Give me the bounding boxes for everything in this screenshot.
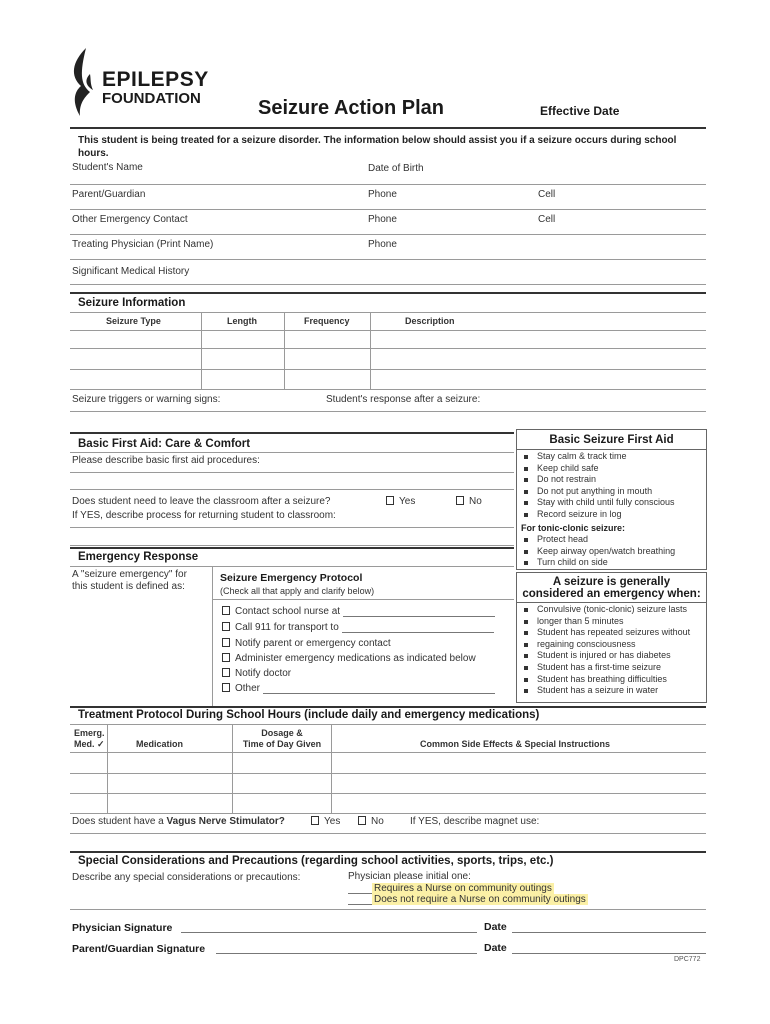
table-row[interactable] xyxy=(70,752,706,753)
option-call-911[interactable] xyxy=(222,622,504,633)
initial-line[interactable] xyxy=(348,884,372,894)
vns-question xyxy=(72,816,285,827)
fill-line[interactable] xyxy=(342,623,494,633)
fill-line[interactable] xyxy=(263,684,495,694)
option-label: Call 911 for transport to xyxy=(235,622,339,633)
physician-initial-label: Physician please initial one: xyxy=(348,871,471,882)
col-description: Description xyxy=(405,316,455,326)
tonic-label: For tonic-clonic seizure: xyxy=(521,523,626,533)
rule xyxy=(212,599,514,600)
nurse-not-required-option[interactable] xyxy=(348,894,588,905)
list-item: Student is injured or has diabetes xyxy=(521,650,705,662)
checkbox-icon[interactable] xyxy=(222,638,230,647)
checkbox-icon[interactable] xyxy=(311,816,319,825)
form-title: Seizure Action Plan xyxy=(258,97,444,119)
tonic-list xyxy=(521,534,705,569)
list-item: Do not restrain xyxy=(521,474,705,486)
vns-bold: Vagus Nerve Stimulator? xyxy=(166,816,285,827)
col-divider xyxy=(212,566,213,706)
rule xyxy=(70,545,514,546)
logo xyxy=(66,46,231,121)
first-aid-list xyxy=(521,451,705,521)
col-divider xyxy=(284,312,285,389)
col-seizure-type: Seizure Type xyxy=(106,316,161,326)
other-phone-field[interactable]: Phone xyxy=(368,214,397,225)
checkbox-icon[interactable] xyxy=(358,816,366,825)
return-process-field[interactable]: If YES, describe process for returning student to classroom: xyxy=(72,510,336,521)
intro-text: This student is being treated for a seizure disorder. The information below should assist you if a seizure occurs during school hours. xyxy=(78,135,677,159)
other-contact-field[interactable]: Other Emergency Contact xyxy=(72,214,188,225)
treatment-title: Treatment Protocol During School Hours (include daily and emergency medications) xyxy=(78,709,540,721)
procedures-field[interactable]: Please describe basic first aid procedures: xyxy=(72,455,260,466)
rule xyxy=(70,909,706,910)
vns-prefix: Does student have a xyxy=(72,816,167,827)
box-title-2: considered an emergency when: xyxy=(522,588,701,600)
col-divider xyxy=(232,724,233,813)
initial-line[interactable] xyxy=(348,895,372,905)
rule xyxy=(70,259,706,260)
basic-first-aid-box xyxy=(516,429,707,570)
protocol-note: (Check all that apply and clarify below) xyxy=(220,586,375,596)
date-line-1[interactable] xyxy=(512,932,706,933)
col-divider xyxy=(107,724,108,813)
rule xyxy=(70,566,514,567)
yes-label: Yes xyxy=(399,496,416,507)
physician-signature-label: Physician Signature xyxy=(72,922,173,934)
parent-phone-field[interactable]: Phone xyxy=(368,189,397,200)
flame-logo-icon xyxy=(66,46,100,118)
student-name-field[interactable]: Student's Name xyxy=(72,162,143,173)
list-item: Record seizure in log xyxy=(521,509,705,521)
list-item: Stay calm & track time xyxy=(521,451,705,463)
checkbox-icon[interactable] xyxy=(386,496,394,505)
table-row[interactable] xyxy=(70,813,706,814)
emergency-criteria-list xyxy=(521,604,705,697)
triggers-field[interactable]: Seizure triggers or warning signs: xyxy=(72,394,221,405)
form-code: DPC772 xyxy=(674,956,701,963)
checkbox-icon[interactable] xyxy=(222,668,230,677)
col-emerg-2: Med. ✓ xyxy=(74,739,105,749)
parent-cell-field[interactable]: Cell xyxy=(538,189,556,200)
list-item: Keep child safe xyxy=(521,463,705,475)
option-label: Notify parent or emergency contact xyxy=(235,638,391,649)
option-contact-nurse[interactable] xyxy=(222,606,504,617)
rule xyxy=(70,209,706,210)
fill-line[interactable] xyxy=(343,607,495,617)
rule xyxy=(70,312,706,313)
list-item: Student has a first-time seizure xyxy=(521,662,705,674)
checkbox-icon[interactable] xyxy=(222,683,230,692)
option-notify-doctor[interactable] xyxy=(222,668,291,679)
yes-label: Yes xyxy=(324,816,341,827)
list-item: Do not put anything in mouth xyxy=(521,486,705,498)
option-label: Requires a Nurse on community outings xyxy=(374,883,552,894)
vns-magnet-field[interactable]: If YES, describe magnet use: xyxy=(410,816,540,827)
list-item: Student has breathing difficulties xyxy=(521,674,705,686)
parent-signature-label: Parent/Guardian Signature xyxy=(72,943,206,955)
parent-field[interactable]: Parent/Guardian xyxy=(72,189,146,200)
emergency-definition-1: A "seizure emergency" for xyxy=(72,569,187,580)
option-label: Administer emergency medications as indicated below xyxy=(235,653,476,664)
list-item: Convulsive (tonic-clonic) seizure lasts xyxy=(521,604,705,616)
rule xyxy=(70,234,706,235)
date-label-1: Date xyxy=(484,921,507,933)
rule xyxy=(70,452,514,453)
col-dosage-2: Time of Day Given xyxy=(242,739,322,749)
emergency-title: Emergency Response xyxy=(78,551,199,563)
box-title: Basic Seizure First Aid xyxy=(549,434,674,446)
date-label-2: Date xyxy=(484,942,507,954)
table-row[interactable] xyxy=(70,330,706,331)
physician-phone-field[interactable]: Phone xyxy=(368,239,397,250)
list-item: Stay with child until fully conscious xyxy=(521,497,705,509)
col-divider xyxy=(370,312,371,389)
box-divider xyxy=(517,449,706,450)
section-divider xyxy=(70,547,514,549)
option-label: Contact school nurse at xyxy=(235,606,341,617)
rule xyxy=(70,472,514,473)
emergency-definition-2: this student is defined as: xyxy=(72,581,185,592)
protocol-title: Seizure Emergency Protocol xyxy=(220,572,363,584)
dob-field[interactable]: Date of Birth xyxy=(368,163,424,174)
table-row[interactable] xyxy=(70,773,706,774)
org-name-top: EPILEPSY xyxy=(102,68,209,91)
rule xyxy=(70,724,706,725)
col-frequency: Frequency xyxy=(304,316,350,326)
nurse-required-option[interactable] xyxy=(348,883,554,894)
effective-date-label: Effective Date xyxy=(540,104,620,118)
box-title-1: A seizure is generally xyxy=(552,576,671,588)
rule xyxy=(70,833,706,834)
leave-yes-option[interactable] xyxy=(386,496,415,507)
table-row[interactable] xyxy=(70,369,706,370)
col-emerg-1: Emerg. xyxy=(74,728,105,738)
checkbox-icon[interactable] xyxy=(456,496,464,505)
list-item: Student has a seizure in water xyxy=(521,685,705,697)
col-medication: Medication xyxy=(136,739,184,749)
checkbox-icon[interactable] xyxy=(222,606,230,615)
no-label: No xyxy=(469,496,482,507)
date-line-2[interactable] xyxy=(512,953,706,954)
no-label: No xyxy=(371,816,384,827)
option-administer-meds[interactable] xyxy=(222,653,476,664)
option-label: Notify doctor xyxy=(235,668,292,679)
parent-signature-line[interactable] xyxy=(216,953,477,954)
list-item: Turn child on side xyxy=(521,557,705,569)
box-divider xyxy=(517,602,706,603)
rule xyxy=(70,411,706,412)
section-divider xyxy=(70,432,514,434)
rule xyxy=(70,489,514,490)
col-divider xyxy=(201,312,202,389)
header-divider xyxy=(70,127,706,129)
option-other[interactable] xyxy=(222,683,504,694)
physician-field[interactable]: Treating Physician (Print Name) xyxy=(72,239,214,250)
checkbox-icon[interactable] xyxy=(222,653,230,662)
section-divider xyxy=(70,706,706,708)
option-notify-parent[interactable] xyxy=(222,638,391,649)
section-divider xyxy=(70,851,706,853)
medical-history-field[interactable]: Significant Medical History xyxy=(72,266,190,277)
rule xyxy=(70,184,706,185)
col-length: Length xyxy=(227,316,257,326)
special-title: Special Considerations and Precautions (regarding school activities, sports, trips, etc.) xyxy=(78,855,554,867)
emergency-criteria-box xyxy=(516,572,707,703)
option-label: Does not require a Nurse on community outings xyxy=(374,894,586,905)
col-divider xyxy=(331,724,332,813)
rule xyxy=(70,284,706,285)
table-row[interactable] xyxy=(70,389,706,390)
option-label: Other xyxy=(235,683,261,694)
checkbox-icon[interactable] xyxy=(222,622,230,631)
vns-yes-option[interactable] xyxy=(311,816,340,827)
list-item: Student has repeated seizures without xyxy=(521,627,705,639)
vns-no-option[interactable] xyxy=(358,816,384,827)
other-cell-field[interactable]: Cell xyxy=(538,214,556,225)
col-side-effects: Common Side Effects & Special Instructions xyxy=(420,739,611,749)
list-item: Keep airway open/watch breathing xyxy=(521,546,705,558)
first-aid-title: Basic First Aid: Care & Comfort xyxy=(78,438,251,450)
list-item: longer than 5 minutes xyxy=(521,616,705,628)
table-row[interactable] xyxy=(70,348,706,349)
leave-classroom-question: Does student need to leave the classroom after a seizure? xyxy=(72,496,331,507)
table-row[interactable] xyxy=(70,793,706,794)
list-item: regaining consciousness xyxy=(521,639,705,651)
response-field[interactable]: Student's response after a seizure: xyxy=(326,394,481,405)
col-dosage-1: Dosage & xyxy=(261,728,303,738)
special-describe-field[interactable]: Describe any special considerations or precautions: xyxy=(72,872,301,883)
rule xyxy=(70,527,514,528)
org-name-bottom: FOUNDATION xyxy=(102,90,201,107)
list-item: Protect head xyxy=(521,534,705,546)
physician-signature-line[interactable] xyxy=(181,932,477,933)
section-divider xyxy=(70,292,706,294)
seizure-info-title: Seizure Information xyxy=(78,297,186,309)
leave-no-option[interactable] xyxy=(456,496,482,507)
